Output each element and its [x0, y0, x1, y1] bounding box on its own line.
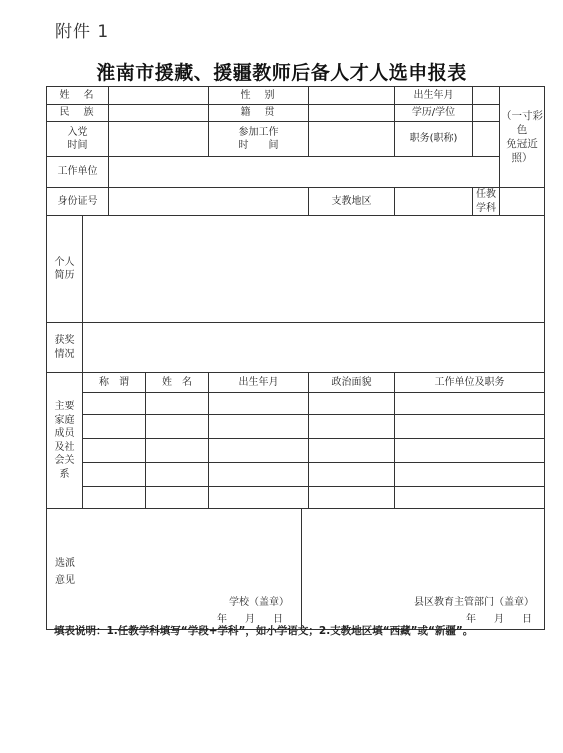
label-selection-opinion: 选派 意见	[55, 558, 75, 586]
family-cell[interactable]	[83, 487, 146, 509]
family-cell[interactable]	[395, 439, 545, 463]
input-resume[interactable]	[83, 216, 545, 323]
input-awards[interactable]	[83, 323, 545, 373]
attachment-label: 附件 1	[55, 22, 110, 42]
selection-opinion-section	[47, 509, 545, 630]
fill-instructions: 填表说明：1.任教学科填写“学段+学科”，如小学语文；2.支教地区填“西藏”或“新疆”。	[54, 625, 474, 637]
family-row	[47, 487, 545, 509]
form-title: 淮南市援藏、援疆教师后备人才人选申报表	[96, 62, 467, 84]
input-aid-region[interactable]	[395, 188, 473, 216]
input-ethnicity[interactable]	[109, 105, 209, 122]
family-cell[interactable]	[209, 487, 309, 509]
column-member-work-unit: 工作单位及职务	[395, 373, 545, 393]
family-row	[47, 415, 545, 439]
family-cell[interactable]	[83, 463, 146, 487]
family-cell[interactable]	[146, 393, 209, 415]
input-native-place[interactable]	[309, 105, 395, 122]
column-member-name: 姓 名	[146, 373, 209, 393]
school-seal-label: 学校（盖章）	[229, 597, 289, 608]
family-cell[interactable]	[309, 415, 395, 439]
photo-box[interactable]: （一寸彩色 免冠近照）	[500, 87, 545, 188]
input-subject[interactable]	[500, 188, 545, 216]
label-subject: 任教学科	[473, 188, 500, 216]
input-education[interactable]	[473, 105, 500, 122]
label-birth-date: 出生年月	[395, 87, 473, 105]
family-cell[interactable]	[309, 393, 395, 415]
family-cell[interactable]	[146, 463, 209, 487]
label-work-start-date: 参加工作 时 间	[209, 122, 309, 157]
family-cell[interactable]	[146, 487, 209, 509]
family-cell[interactable]	[309, 439, 395, 463]
family-cell[interactable]	[209, 463, 309, 487]
input-name[interactable]	[109, 87, 209, 105]
application-form-table	[46, 86, 545, 630]
family-cell[interactable]	[309, 487, 395, 509]
label-resume: 个人 简历	[47, 216, 83, 323]
input-position-title[interactable]	[473, 122, 500, 157]
family-row	[47, 463, 545, 487]
family-cell[interactable]	[209, 415, 309, 439]
input-work-unit[interactable]	[109, 157, 500, 188]
column-political-status: 政治面貌	[309, 373, 395, 393]
label-education: 学历/学位	[395, 105, 473, 122]
family-cell[interactable]	[209, 393, 309, 415]
input-party-join-date[interactable]	[109, 122, 209, 157]
county-seal-label: 县区教育主管部门（盖章）	[414, 597, 534, 608]
family-cell[interactable]	[395, 487, 545, 509]
family-cell[interactable]	[83, 393, 146, 415]
label-awards: 获奖 情况	[47, 323, 83, 373]
input-birth-date[interactable]	[473, 87, 500, 105]
county-date-label: 年 月 日	[466, 614, 536, 625]
column-relation: 称 谓	[83, 373, 146, 393]
family-cell[interactable]	[83, 415, 146, 439]
label-ethnicity: 民 族	[47, 105, 109, 122]
input-work-start-date[interactable]	[309, 122, 395, 157]
family-cell[interactable]	[146, 439, 209, 463]
family-cell[interactable]	[83, 439, 146, 463]
label-family-members: 主要 家庭 成员 及社 会关 系	[47, 373, 83, 509]
county-opinion-box[interactable]	[302, 509, 544, 629]
label-gender: 性 别	[209, 87, 309, 105]
family-cell[interactable]	[395, 463, 545, 487]
family-row	[47, 393, 545, 415]
column-member-birth: 出生年月	[209, 373, 309, 393]
label-native-place: 籍 贯	[209, 105, 309, 122]
label-id-number: 身份证号	[47, 188, 109, 216]
label-party-join-date: 入党 时间	[47, 122, 109, 157]
label-work-unit: 工作单位	[47, 157, 109, 188]
label-name: 姓 名	[47, 87, 109, 105]
family-cell[interactable]	[209, 439, 309, 463]
input-gender[interactable]	[309, 87, 395, 105]
family-row	[47, 439, 545, 463]
label-aid-region: 支教地区	[309, 188, 395, 216]
family-cell[interactable]	[309, 463, 395, 487]
input-id-number[interactable]	[109, 188, 309, 216]
school-opinion-box[interactable]	[83, 509, 302, 629]
label-position-title: 职务(职称)	[395, 122, 473, 157]
family-cell[interactable]	[395, 415, 545, 439]
family-cell[interactable]	[395, 393, 545, 415]
family-cell[interactable]	[146, 415, 209, 439]
school-date-label: 年 月 日	[217, 614, 287, 625]
